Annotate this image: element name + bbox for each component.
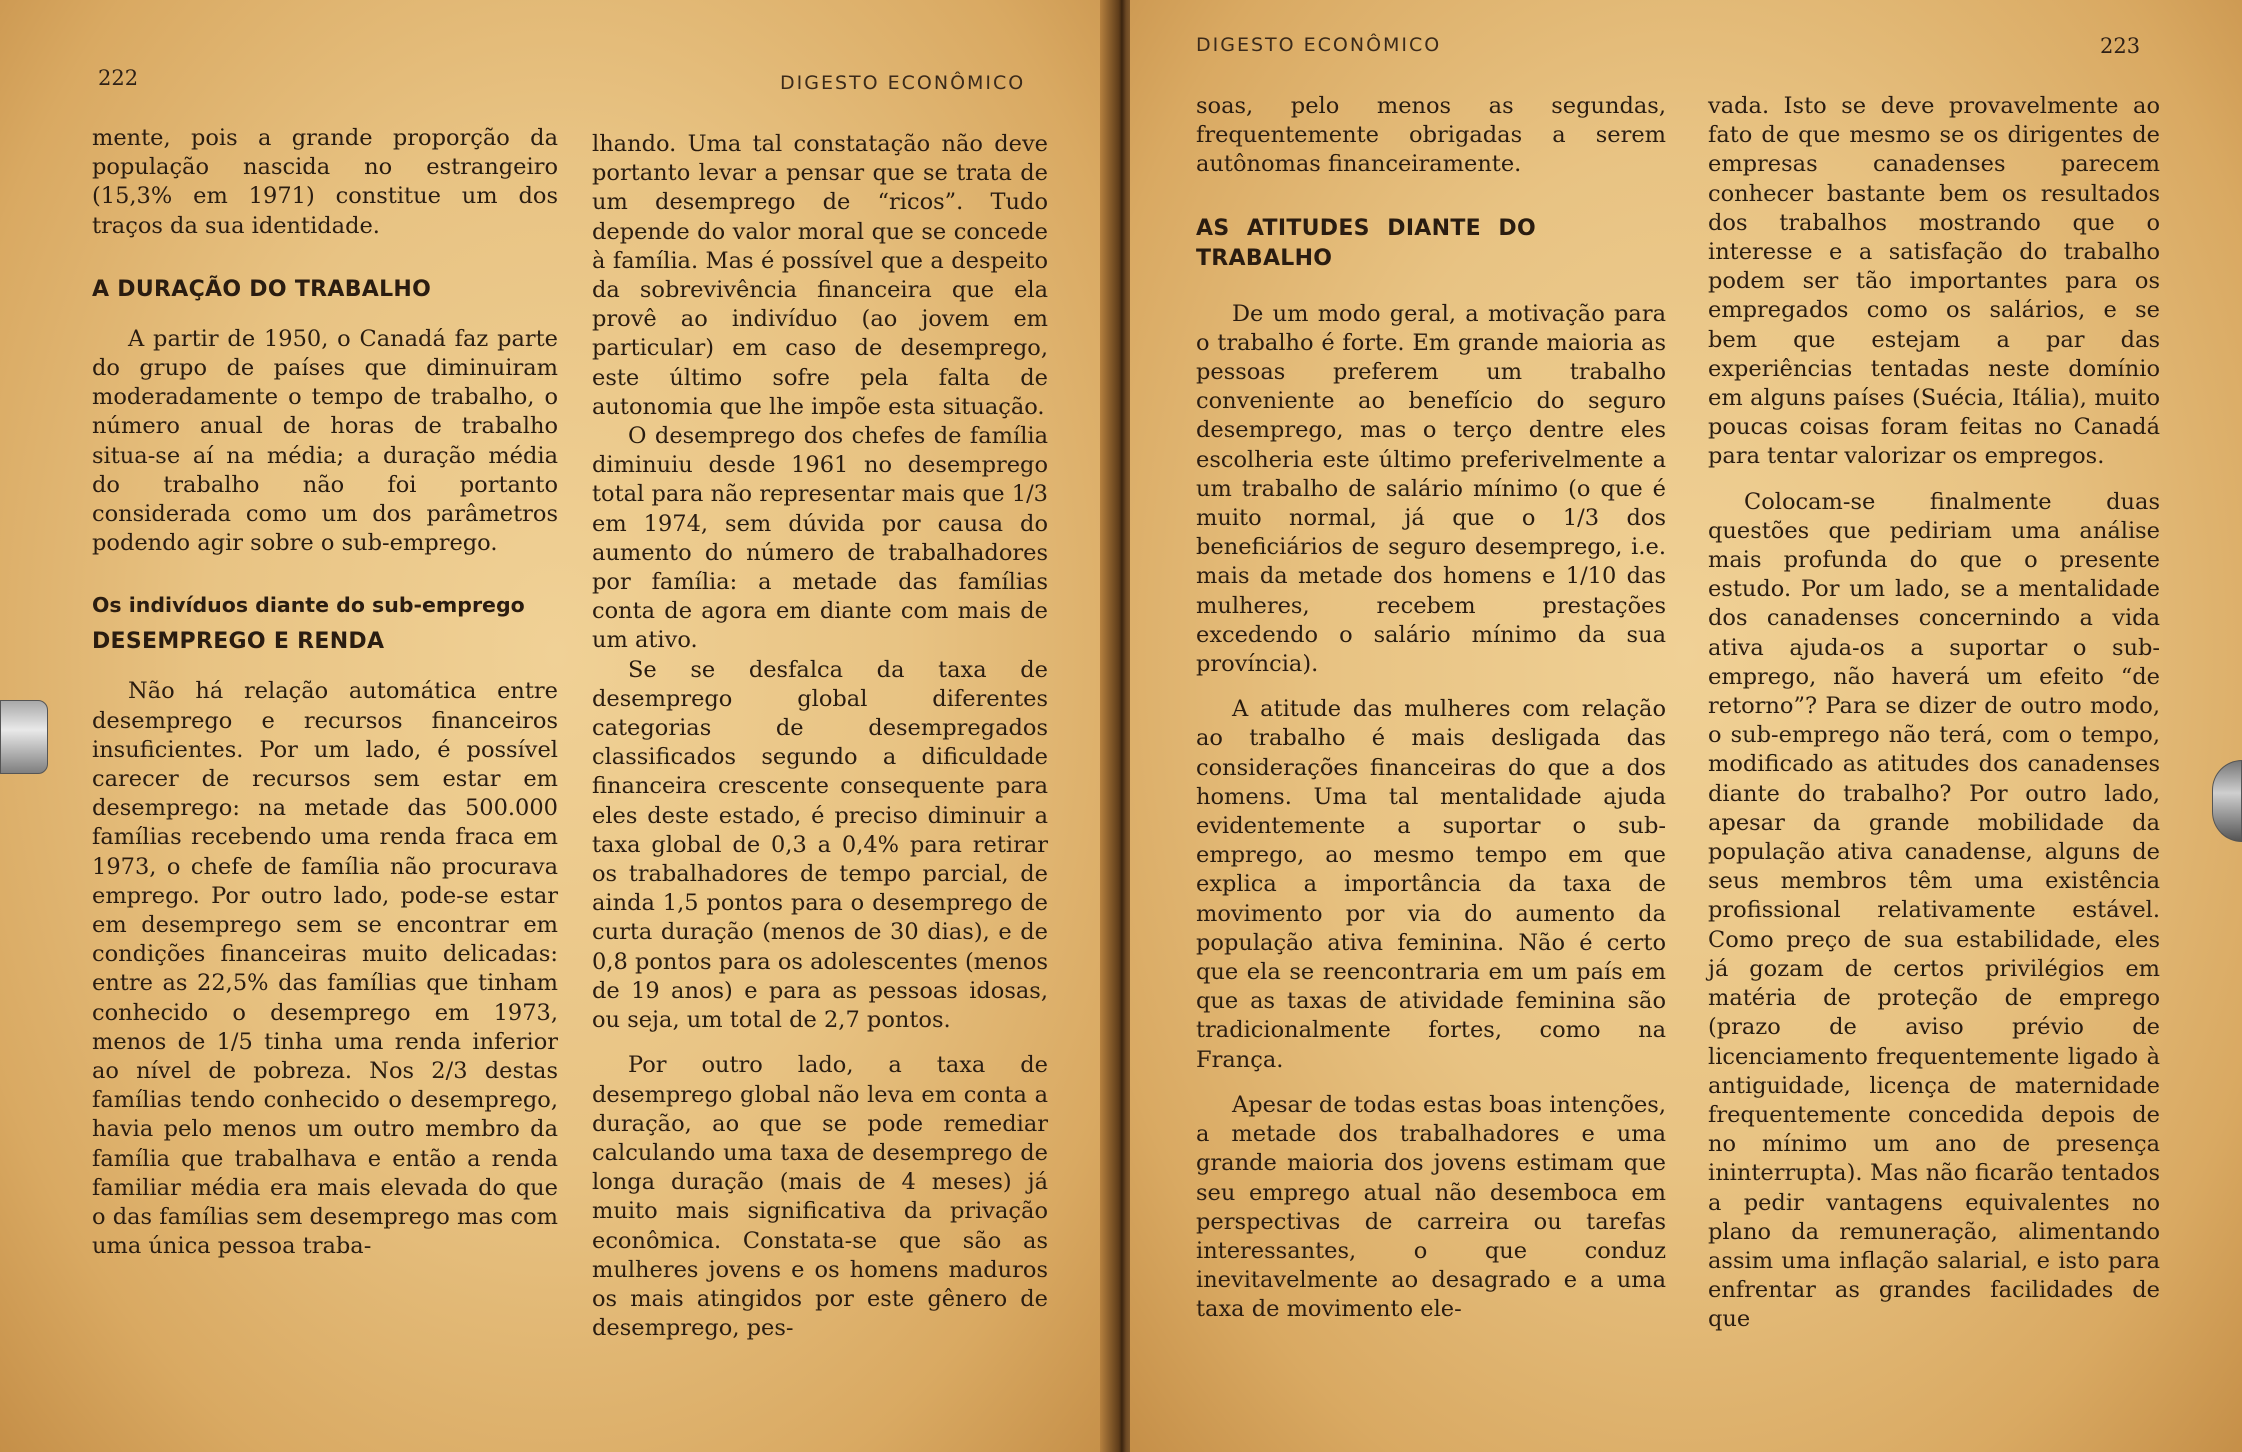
paragraph-gap	[1196, 679, 1666, 695]
page-number-left: 222	[98, 66, 139, 90]
section-heading-desemprego: DESEMPREGO E RENDA	[92, 629, 385, 655]
left-column-1	[92, 124, 558, 1262]
paragraph: Apesar de todas estas boas intenções, a metade dos trabalhadores e uma grande maioria dos jovens estimam que seu emprego atual não desemboca em perspectivas de carreira ou tarefas interessantes, o que conduz inevitavelmente ao desagrado e a uma taxa de movimento ele-	[1196, 1091, 1666, 1323]
paragraph: O desemprego dos chefes de família diminuiu desde 1961 no desemprego total para não representar mais que 1/3 em 1974, sem dúvida por causa do aumento do número de trabalhadores por família: a metade das famílias conta de agora em diante com mais de um ativo.	[592, 423, 1048, 654]
paragraph: vada. Isto se deve provavelmente ao fato de que mesmo se os dirigentes de empresas canadenses parecem conhecer bastante bem os resultados dos trabalhos mostrando que o interesse e a satisfação do trabalho podem ser tão importantes para os empregados como os salários, e se bem que estejam a par das experiências tentadas neste domínio em alguns países (Suécia, Itália), muito poucas coisas foram feitas no Canadá para tentar valorizar os empregos.	[1708, 93, 2160, 470]
section-heading-duracao: A DURAÇÃO DO TRABALHO	[92, 276, 432, 302]
right-column-1	[1196, 92, 1666, 1325]
paragraph-gap	[592, 1035, 1048, 1051]
paragraph-gap	[1708, 472, 2160, 488]
paragraph: De um modo geral, a motivação para o trabalho é forte. Em grande maioria as pessoas preferem um trabalho conveniente ao benefício do seguro desemprego, mas o terço dentre eles escolheria este último preferivelmente a um trabalho de salário mínimo (o que é muito normal, já que o 1/3 dos beneficiários de seguro desemprego, i.e. mais da metade dos homens e 1/10 das mulheres, recebem prestações excedendo o salário mínimo da sua província).	[1196, 300, 1666, 678]
section-heading-atitudes: AS ATITUDES DIANTE DO TRABALHO	[1196, 215, 1536, 271]
paragraph: soas, pelo menos as segundas, frequentemente obrigadas a serem autônomas financeiramente.	[1196, 93, 1666, 178]
paragraph: Se se desfalca da taxa de desemprego global diferentes categorias de desempregados classificados segundo a dificuldade financeira crescente consequente para eles deste estado, é preciso diminuir a taxa global de 0,3 a 0,4% para retirar os trabalhadores de tempo parcial, de ainda 1,5 pontos para o desemprego de curta duração (menos de 30 dias), e de 0,8 pontos para os adolescentes (menos de 19 anos) e para as pessoas idosas, ou seja, um total de 2,7 pontos.	[592, 656, 1048, 1034]
paragraph: Colocam-se finalmente duas questões que pediriam uma análise mais profunda do que o presente estudo. Por um lado, se a mentalidade dos canadenses concernindo a vida ativa ajuda-os a suportar o sub-emprego, não haverá um efeito “de retorno”? Para se dizer de outro modo, o sub-emprego não terá, com o tempo, modificado as atitudes dos canadenses diante do trabalho? Por outro lado, apesar da grande mobilidade da população ativa canadense, alguns de seus membros têm uma existência profissional relativamente estável. Como preço de sua estabilidade, eles já gozam de certos privilégios em matéria de proteção de emprego (prazo de aviso prévio de licenciamento frequentemente ligado à antiguidade, licença de maternidade frequentemente concedida depois de no mínimo um ano de presença ininterrupta). Mas não ficarão tentados a pedir vantagens equivalentes no plano da remuneração, alimentando assim uma inflação salarial, e isto para enfrentar as grandes facilidades de que	[1708, 488, 2160, 1333]
binder-clip-right	[2212, 760, 2242, 842]
right-page	[1130, 0, 2242, 1452]
paragraph: A atitude das mulheres com relação ao trabalho é mais desligada das considerações financeiras do que a dos homens. Uma tal mentalidade ajuda evidentemente a suportar o sub-emprego, ao mesmo tempo em que explica a importância da taxa de movimento por via do aumento da população ativa feminina. Não é certo que ela se reencontraria em um país em que as taxas de atividade feminina são tradicionalmente fortes, como na França.	[1196, 696, 1666, 1073]
paragraph: Não há relação automática entre desemprego e recursos financeiros insuficientes. Por um lado, é possível carecer de recursos sem estar em desemprego: na metade das 500.000 famílias recebendo uma renda fraca em 1973, o chefe de família não procurava emprego. Por outro lado, pode-se estar em desemprego sem se encontrar em condições financeiras muito delicadas: entre as 22,5% das famílias que tinham conhecido o desemprego em 1973, menos de 1/5 tinha uma renda inferior ao nível de pobreza. Nos 2/3 destas famílias tendo conhecido o desemprego, havia pelo menos um outro membro da família que trabalhava e então a renda familiar média era mais elevada do que o das famílias sem desemprego mas com uma única pessoa traba-	[92, 678, 558, 1260]
paragraph: Por outro lado, a taxa de desemprego global não leva em conta a duração, ao que se pode remediar calculando uma taxa de desemprego de longa duração (mais de 4 meses) já muito mais significativa da privação econômica. Constata-se que são as mulheres jovens e os homens maduros os mais atingidos por este gênero de desemprego, pes-	[592, 1052, 1048, 1342]
left-page	[0, 0, 1112, 1452]
paragraph: mente, pois a grande proporção da população nascida no estrangeiro (15,3% em 1971) constitue um dos traços da sua identidade.	[92, 125, 558, 239]
page-number-right: 223	[2100, 34, 2141, 58]
paragraph: lhando. Uma tal constatação não deve portanto levar a pensar que se trata de um desemprego de “ricos”. Tudo depende do valor moral que se concede à família. Mas é possível que a despeito da sobrevivência financeira que ela provê ao indivíduo (ao jovem em particular) em caso de desemprego, este último sofre pela falta de autonomia que lhe impõe esta situação.	[592, 131, 1048, 420]
subheading-individuos: Os indivíduos diante do sub-emprego	[92, 593, 525, 618]
paragraph-gap	[1196, 1075, 1666, 1091]
left-column-2	[592, 130, 1048, 1343]
running-head-left: DIGESTO ECONÔMICO	[780, 72, 1026, 94]
right-column-2	[1708, 92, 2160, 1335]
paragraph: A partir de 1950, o Canadá faz parte do grupo de países que diminuiram moderadamente o tempo de trabalho, o número anual de horas de trabalho situa-se aí na média; a duração média do trabalho não foi portanto considerada como um dos parâmetros podendo agir sobre o sub-emprego.	[92, 325, 558, 557]
running-head-right: DIGESTO ECONÔMICO	[1196, 34, 1442, 56]
binder-clip-left	[0, 700, 48, 774]
